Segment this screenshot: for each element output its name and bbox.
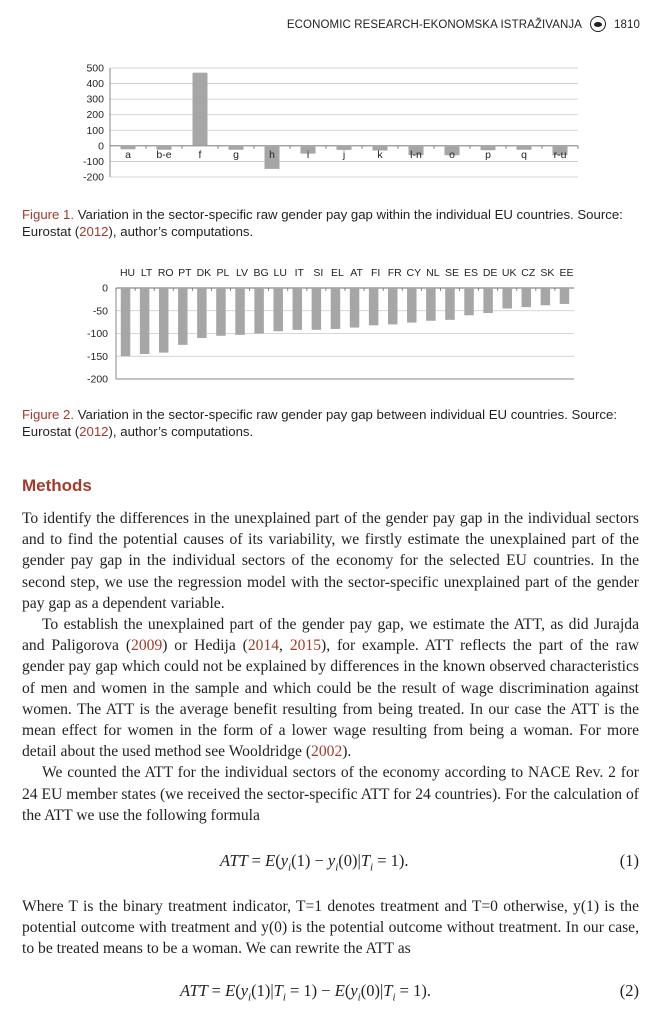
figure1-caption: [22, 206, 642, 240]
x-tick-label: LV: [236, 267, 249, 279]
paragraph-2-text-c: ,: [279, 637, 290, 655]
figure2-caption: [22, 406, 642, 440]
x-tick-label: IT: [294, 267, 304, 279]
methods-body-continued: [22, 896, 639, 960]
paragraph-2-text-b: ) or Hedija (: [162, 637, 248, 655]
x-tick-label: LU: [273, 267, 287, 279]
bar: [522, 288, 532, 307]
x-tick-label: EL: [331, 267, 344, 279]
bar: [560, 288, 570, 304]
x-tick-label: f: [198, 148, 202, 161]
x-tick-label: r-u: [553, 148, 567, 161]
bar: [235, 288, 245, 335]
x-tick-label: l-n: [410, 148, 422, 161]
journal-title: ECONOMIC RESEARCH-EKONOMSKA ISTRAŽIVANJA: [286, 19, 583, 31]
x-tick-label: q: [521, 148, 527, 161]
x-tick-label: NL: [426, 267, 440, 279]
x-tick-label: ES: [464, 267, 479, 279]
figure1-label: Figure 1.: [22, 207, 75, 222]
paragraph-1: To identify the differences in the unexplained part of the gender pay gap in the individual sectors and to find the potential causes of its variability, we firstly estimate the unexplained part of the gender pay gap in the individual sectors of the economy for the selected EU countries. In the second step, we use the regression model with the sector-specific unexplained part of the gender pay gap as a dependent variable.: [22, 510, 639, 612]
bar: [502, 288, 512, 308]
paragraph-2-text-e: ).: [342, 743, 352, 761]
running-header: [0, 16, 640, 32]
x-tick-label: SK: [540, 267, 555, 279]
x-tick-label: o: [449, 148, 455, 161]
x-tick-label: SE: [444, 267, 459, 279]
x-tick-label: EE: [559, 267, 574, 279]
x-tick-label: CZ: [521, 267, 536, 279]
publisher-logo-icon: [590, 16, 606, 32]
y-tick-label: -100: [82, 155, 104, 168]
x-tick-label: BG: [253, 267, 269, 279]
bar: [140, 288, 150, 354]
equation-1: [22, 851, 639, 877]
bar: [159, 288, 169, 353]
figure1-caption-tail: ), author’s computations.: [108, 224, 254, 239]
citation-link[interactable]: 2009: [131, 637, 163, 655]
x-tick-label: FI: [370, 267, 381, 279]
equation-1-formula: ATT = $E(y_i(1) - y_i(0)|T_i = 1)$.: [220, 851, 409, 874]
x-tick-label: p: [485, 148, 491, 161]
paragraph-2: [22, 614, 639, 762]
x-tick-label: CY: [406, 267, 422, 279]
bar: [483, 288, 493, 313]
figure2-label: Figure 2.: [22, 407, 75, 422]
x-tick-label: a: [125, 148, 131, 161]
x-tick-label: g: [233, 148, 239, 161]
bar: [178, 288, 188, 345]
paragraph-2-text-a: To establish the unexplained part of the gender pay gap, we estimate the ATT, as did Jurajda and Paligorova (: [22, 616, 639, 655]
y-tick-label: 300: [86, 93, 104, 106]
y-tick-label: -100: [86, 328, 108, 340]
equation-1-number: (1): [619, 851, 639, 870]
page-number: 1810: [614, 19, 640, 31]
equation-2: [22, 981, 639, 1007]
figure2-chart: [0, 262, 663, 392]
bar: [388, 288, 398, 324]
bar: [464, 288, 474, 315]
x-tick-label: FR: [387, 267, 402, 279]
bar: [331, 288, 341, 329]
x-tick-label: h: [269, 148, 275, 161]
x-tick-label: RO: [157, 267, 174, 279]
citation-link[interactable]: 2002: [311, 743, 343, 761]
figure1-caption-text: Variation in the sector-specific raw gender pay gap within the individual EU countries. Source: Eurostat (: [22, 207, 623, 239]
y-tick-label: -150: [86, 350, 108, 363]
figure1-caption-ref[interactable]: 2012: [79, 224, 109, 239]
bar: [426, 288, 436, 321]
bar: [312, 288, 322, 330]
y-tick-label: 0: [98, 140, 104, 153]
figure2-caption-ref[interactable]: 2012: [79, 424, 109, 439]
citation-link[interactable]: 2015: [289, 637, 322, 655]
x-tick-label: DK: [196, 267, 212, 279]
figure2-caption-tail: ), author’s computations.: [108, 424, 254, 439]
x-tick-label: AT: [350, 267, 363, 279]
bar: [350, 288, 360, 328]
y-tick-label: 200: [86, 109, 104, 122]
y-tick-label: 500: [86, 62, 104, 75]
bar: [293, 288, 303, 330]
x-tick-label: PL: [216, 267, 230, 279]
bar: [369, 288, 379, 325]
paragraph-4: Where T is the binary treatment indicator, T=1 denotes treatment and T=0 otherwise, y(1) is the potential outcome with treatment and y(0) is the potential outcome without treatment. In our case, to be treated means to be a woman. We can rewrite the ATT as: [22, 898, 639, 958]
x-tick-label: UK: [501, 267, 517, 279]
bar: [193, 73, 208, 146]
equation-2-formula: ATT = $E(y_i(1)|T_i = 1) - E(y_i(0)|T_i = 1)$.: [180, 981, 431, 1004]
bar: [273, 288, 283, 331]
y-tick-label: -50: [92, 305, 108, 318]
equation-2-number: (2): [619, 981, 639, 1000]
y-tick-label: 0: [102, 282, 108, 295]
citation-link[interactable]: 2014: [247, 637, 280, 655]
x-tick-label: k: [377, 148, 383, 161]
y-tick-label: -200: [86, 373, 108, 386]
y-tick-label: 400: [86, 78, 104, 91]
x-tick-label: DE: [482, 267, 498, 279]
paragraph-2-text-d: ), for example. ATT reflects the part of the raw gender pay gap which could not be explained by differences in the known observed characteristics of men and women in the sample and which could be the result of wage discrimination against women. The ATT is the average benefit resulting from being treated. In our case the ATT is the mean effect for women in the form of a lower wage resulting from being a woman. For more detail about the used method see Wooldridge (: [22, 637, 640, 761]
bar: [197, 288, 207, 338]
paragraph-3: We counted the ATT for the individual sectors of the economy according to NACE Rev. 2 for 24 EU member states (we received the sector-specific ATT for 24 countries). For the calculation of the ATT we use the following formula: [22, 764, 639, 824]
x-tick-label: SI: [313, 267, 324, 279]
section-heading-methods: Methods: [22, 476, 92, 495]
methods-body: [22, 508, 639, 826]
bar: [541, 288, 551, 305]
x-tick-label: PT: [178, 267, 192, 279]
x-tick-label: i: [306, 148, 310, 161]
bar: [216, 288, 226, 336]
x-tick-label: b-e: [156, 148, 172, 161]
figure2-caption-text: Variation in the sector-specific raw gender pay gap between individual EU countries. Source: Eurostat (: [22, 407, 617, 439]
x-tick-label: HU: [119, 267, 136, 279]
x-tick-label: j: [342, 148, 346, 161]
y-tick-label: 100: [86, 124, 104, 137]
bar: [445, 288, 455, 320]
bar: [254, 288, 264, 334]
y-tick-label: -200: [82, 171, 104, 184]
bar: [121, 288, 130, 356]
bar: [407, 288, 417, 323]
x-tick-label: LT: [140, 267, 153, 279]
